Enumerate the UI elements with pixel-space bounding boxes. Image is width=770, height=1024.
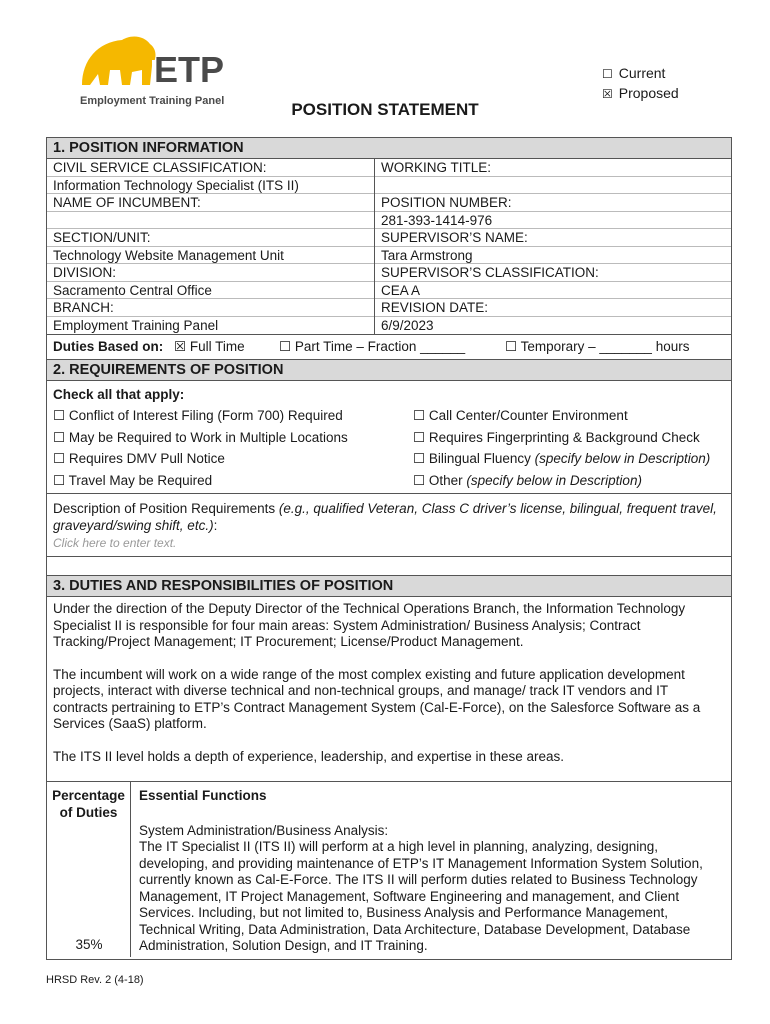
requirement-checkbox[interactable]: ☐ May be Required to Work in Multiple Locations: [53, 429, 348, 445]
page-title: POSITION STATEMENT: [291, 100, 479, 119]
requirement-checkbox[interactable]: [413, 405, 628, 427]
field-value[interactable]: Tara Armstrong: [375, 247, 731, 265]
section-3-heading: 3. DUTIES AND RESPONSIBILITIES OF POSITION: [47, 576, 731, 597]
field-label: CIVIL SERVICE CLASSIFICATION:: [47, 159, 374, 177]
full-time-option[interactable]: ☒ Full Time: [174, 339, 245, 354]
requirement-label: ☐ Call Center/Counter Environment: [413, 408, 628, 423]
part-time-option[interactable]: ☐ Part Time – Fraction ______: [279, 339, 466, 354]
functions-body[interactable]: The IT Specialist II (ITS II) will perform at a high level in planning, analyzing, designing, developing, and providing maintenance of ETP’s IT Management Information System Solution, currently known as Cal-E-Force. The ITS II will perform duties related to Business Technology Management, IT Project Management, Software Engineering and management, and Client Services. Including, but not limited to, Business Analysis and Performance Management, Technical Writing, Data Administration, Data Architecture, Database Development, Database Administration, Solution Design, and IT Training.: [139, 839, 703, 953]
description-input[interactable]: Click here to enter text.: [47, 536, 731, 557]
description-label: Description of Position Requirements: [53, 501, 279, 516]
requirement-checkbox[interactable]: ☐ Travel May be Required: [53, 472, 213, 488]
requirement-checkbox[interactable]: ☐ Conflict of Interest Filing (Form 700) Required: [53, 408, 343, 423]
percentage-header: Percentage of Duties: [52, 788, 125, 820]
position-info-grid: [47, 159, 731, 334]
field-value[interactable]: Sacramento Central Office: [47, 282, 374, 300]
checked-checkbox-icon[interactable]: ☒: [602, 87, 613, 101]
field-label: BRANCH:: [47, 299, 374, 317]
field-value[interactable]: Employment Training Panel: [53, 317, 219, 333]
field-value[interactable]: [47, 212, 374, 230]
duties-based-on: [47, 334, 731, 360]
requirement-checkbox[interactable]: [413, 470, 642, 492]
duties-paragraph: The ITS II level holds a depth of experience, leadership, and expertise in these areas.: [53, 748, 565, 764]
field-label: POSITION NUMBER:: [375, 194, 731, 212]
requirement-checkbox[interactable]: ☐ Requires DMV Pull Notice: [53, 451, 225, 466]
temporary-option[interactable]: ☐ Temporary – _______ hours: [505, 339, 690, 354]
field-value[interactable]: CEA A: [375, 282, 731, 300]
field-label: DIVISION:: [47, 264, 374, 282]
position-info-right: [375, 159, 731, 334]
duties-paragraph: Under the direction of the Deputy Director of the Technical Operations Branch, the Information Technology Specialist II is responsible for four main areas: System Administration/ Business Analysis; Contract Tracking/Project Management; IT Procurement; License/Product Management.: [53, 601, 686, 649]
section-1-heading: 1. POSITION INFORMATION: [47, 138, 731, 159]
logo-text: ETP: [154, 49, 225, 90]
section-2-heading: 2. REQUIREMENTS OF POSITION: [47, 360, 731, 381]
requirements-list: [47, 381, 731, 493]
logo-subtitle: Employment Training Panel: [80, 95, 225, 107]
spacer: [47, 557, 731, 576]
etp-logo: [80, 30, 240, 110]
field-value[interactable]: Technology Website Management Unit: [47, 247, 374, 265]
percentage-value[interactable]: 35%: [75, 936, 103, 952]
functions-subheading: System Administration/Business Analysis:: [139, 822, 389, 838]
field-label: SECTION/UNIT:: [47, 229, 374, 247]
field-label: NAME OF INCUMBENT:: [47, 194, 374, 212]
requirement-row: [53, 470, 725, 492]
status-options: [602, 64, 679, 104]
requirement-row: [53, 405, 725, 427]
duties-description: [47, 597, 731, 781]
requirements-description: [47, 493, 731, 536]
field-value[interactable]: [375, 177, 731, 195]
functions-column: [131, 782, 731, 959]
bear-logo-icon: [80, 30, 240, 110]
requirement-row: [53, 427, 725, 449]
form-revision: HRSD Rev. 2 (4-18): [46, 974, 144, 986]
requirement-label: ☐ Requires Fingerprinting & Background Check: [413, 429, 700, 445]
requirement-note: (specify below in Description): [462, 472, 642, 488]
requirement-label: ☐ Other: [413, 472, 463, 488]
requirement-checkbox[interactable]: [413, 448, 710, 470]
description-examples: (e.g., qualified Veteran, Class C driver’s license, bilingual, frequent travel, graveyard/swing shift, etc.): [53, 501, 717, 533]
requirement-row: [53, 448, 725, 470]
field-value[interactable]: 6/9/2023: [381, 317, 434, 333]
field-label: SUPERVISOR’S NAME:: [375, 229, 731, 247]
status-current[interactable]: [602, 64, 679, 84]
percentage-column: [47, 782, 131, 957]
check-all-label: Check all that apply:: [53, 387, 185, 402]
position-info-left: [47, 159, 375, 334]
field-label: REVISION DATE:: [375, 299, 731, 317]
field-label: SUPERVISOR’S CLASSIFICATION:: [375, 264, 731, 282]
status-proposed-label: Proposed: [618, 85, 679, 101]
requirement-checkbox[interactable]: [413, 427, 700, 449]
requirement-label: ☐ Bilingual Fluency: [413, 451, 531, 466]
position-form: [46, 137, 732, 960]
functions-header: Essential Functions: [139, 788, 267, 803]
duties-label: Duties Based on:: [53, 339, 164, 354]
essential-functions-table: [47, 781, 731, 959]
field-value[interactable]: Information Technology Specialist (ITS II): [47, 177, 374, 195]
requirement-note: (specify below in Description): [530, 451, 711, 466]
duties-paragraph: The incumbent will work on a wide range of the most complex existing and future application development projects, interact with diverse technical and non-technical groups, and manage/ track IT vendors and IT contracts pertraining to ETP’s Contract Management System (Cal-E-Force), on the Salesforce Software as a Services (SaaS) platform.: [53, 666, 701, 731]
status-current-label: Current: [618, 65, 666, 81]
field-value[interactable]: 281-393-1414-976: [375, 212, 731, 230]
checkbox-icon[interactable]: ☐: [602, 67, 613, 81]
description-colon: :: [213, 518, 218, 533]
field-label: WORKING TITLE:: [375, 159, 731, 177]
